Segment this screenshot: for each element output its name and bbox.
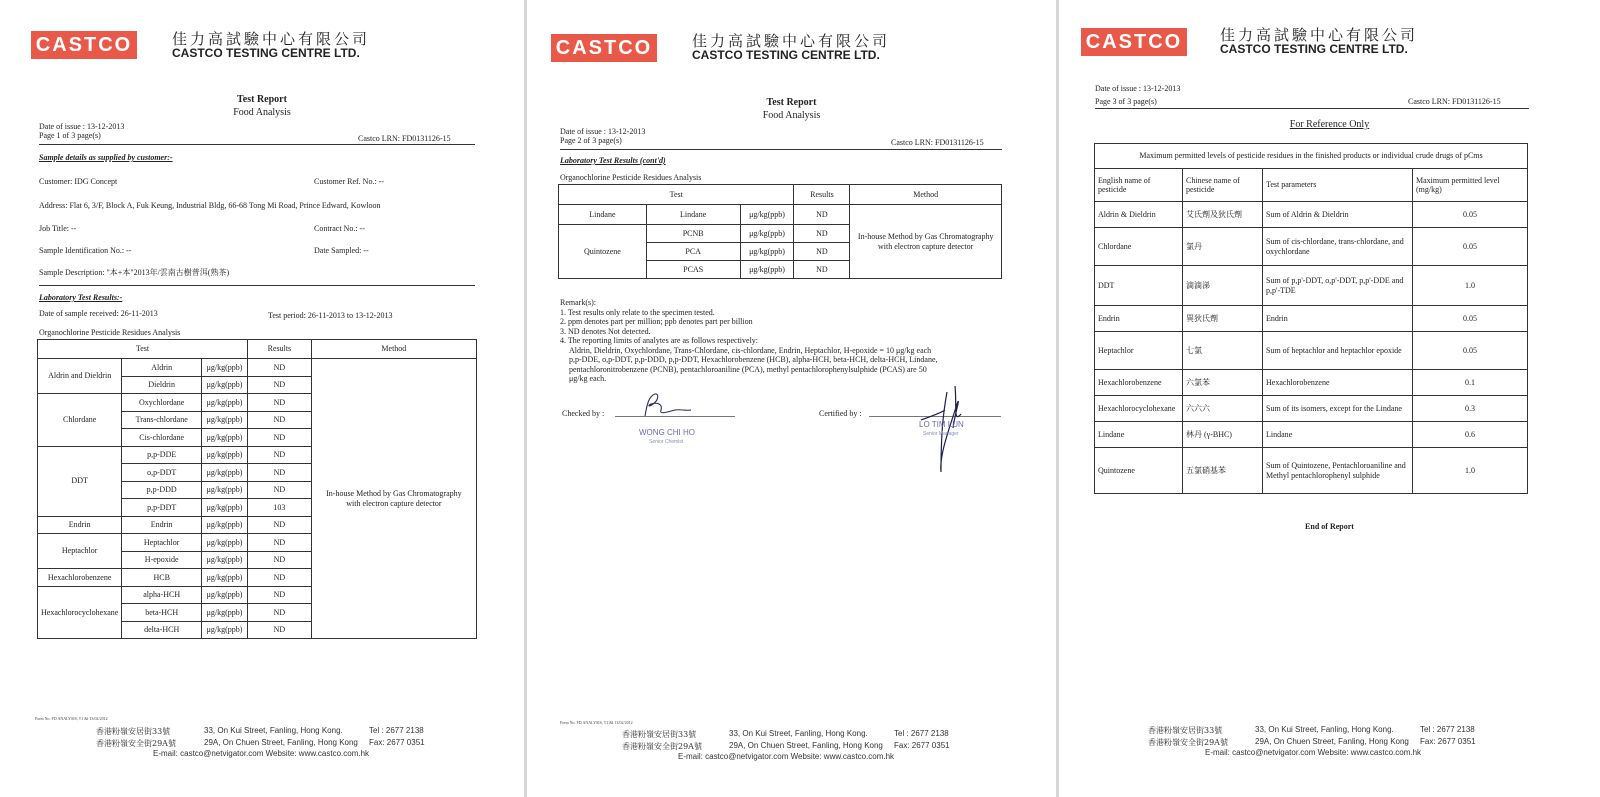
report-page-2 bbox=[527, 0, 1056, 797]
test-parameter: Sum of Aldrin & Dieldrin bbox=[1263, 202, 1413, 228]
footer-fax: Fax: 2677 0351 bbox=[1420, 737, 1476, 746]
company-name-chinese: 佳力高試驗中心有限公司 bbox=[1220, 26, 1419, 44]
result: ND bbox=[248, 621, 312, 639]
castco-lrn: Castco LRN: FD0131126-15 bbox=[358, 134, 451, 143]
header-english-name: English name of pesticide bbox=[1095, 169, 1183, 202]
page-number: Page 3 of 3 page(s) bbox=[1095, 97, 1157, 106]
footer-tel: Tel : 2677 2138 bbox=[1420, 725, 1475, 734]
method-cell: In-house Method by Gas Chromatography with electron capture detector bbox=[311, 359, 476, 639]
analyte: Heptachlor bbox=[122, 534, 202, 552]
result: ND bbox=[794, 205, 850, 225]
group-name: Endrin bbox=[38, 516, 122, 534]
header-chinese-name: Chinese name of pesticide bbox=[1183, 169, 1263, 202]
analyte: Endrin bbox=[122, 516, 202, 534]
remarks bbox=[560, 298, 1000, 384]
certifier-signature-icon bbox=[917, 384, 977, 476]
header-test: Test bbox=[38, 340, 248, 359]
castco-lrn: Castco LRN: FD0131126-15 bbox=[891, 138, 984, 147]
page-number: Page 1 of 3 page(s) bbox=[39, 131, 101, 140]
unit: μg/kg(ppb) bbox=[202, 429, 248, 447]
table-row bbox=[1095, 396, 1528, 422]
result: ND bbox=[248, 359, 312, 377]
english-name: Hexachlorobenzene bbox=[1095, 370, 1183, 396]
unit: μg/kg(ppb) bbox=[202, 359, 248, 377]
analyte: delta-HCH bbox=[122, 621, 202, 639]
form-number: Form No. FD ANALYSIS, T1 &l 13/02/2012 bbox=[560, 720, 633, 725]
result: ND bbox=[248, 586, 312, 604]
sample-identification: Sample Identification No.: -- bbox=[39, 246, 132, 255]
checker-role: Senior Chemist bbox=[649, 439, 684, 445]
remark-line: 2. ppm denotes part per million; ppb denotes part per billion bbox=[560, 317, 753, 326]
certifier-role: Senior Manager bbox=[923, 431, 959, 437]
english-name: Chlordane bbox=[1095, 228, 1183, 266]
english-name: Lindane bbox=[1095, 422, 1183, 448]
table-row bbox=[1095, 370, 1528, 396]
result: ND bbox=[248, 569, 312, 587]
castco-logo: CASTCO bbox=[31, 31, 137, 59]
footer-fax: Fax: 2677 0351 bbox=[894, 741, 950, 750]
method-cell: In-house Method by Gas Chromatography with electron capture detector bbox=[850, 205, 1002, 279]
footer-address-cn-1: 香港粉嶺安居街33號 bbox=[96, 727, 171, 736]
footer-address-en-1: 33, On Kui Street, Fanling, Hong Kong. bbox=[729, 729, 868, 738]
job-title: Job Title: -- bbox=[39, 224, 77, 233]
max-level: 0.05 bbox=[1413, 306, 1528, 332]
header-test-parameters: Test parameters bbox=[1263, 169, 1413, 202]
result: 103 bbox=[248, 499, 312, 517]
group-name: DDT bbox=[38, 446, 122, 516]
footer-tel: Tel : 2677 2138 bbox=[894, 729, 949, 738]
analyte: Aldrin bbox=[122, 359, 202, 377]
footer-fax: Fax: 2677 0351 bbox=[369, 738, 425, 747]
certified-by-label: Certified by : bbox=[819, 409, 862, 418]
group-lindane: Lindane bbox=[559, 205, 647, 225]
footer-address-en-2: 29A, On Chuen Street, Fanling, Hong Kong bbox=[729, 741, 883, 750]
test-parameter: Sum of p,p'-DDT, o,p'-DDT, p,p'-DDE and p,p'-TDE bbox=[1263, 266, 1413, 306]
contract-no: Contract No.: -- bbox=[314, 224, 365, 233]
group-name: Heptachlor bbox=[38, 534, 122, 569]
date-of-issue: Date of issue : 13-12-2013 bbox=[1095, 84, 1181, 93]
result: ND bbox=[248, 429, 312, 447]
table-row bbox=[1095, 422, 1528, 448]
test-parameter: Lindane bbox=[1263, 422, 1413, 448]
footer-tel: Tel : 2677 2138 bbox=[369, 726, 424, 735]
table-row bbox=[1095, 266, 1528, 306]
unit: μg/kg(ppb) bbox=[740, 205, 794, 225]
unit: μg/kg(ppb) bbox=[740, 243, 794, 261]
analyte: PCAS bbox=[646, 261, 740, 279]
remark-line: pentachloronitrobenzene (PCNB), pentachloroaniline (PCA), methyl pentachlorophenylsulphide (PCAS) are 50 bbox=[569, 364, 927, 374]
analyte: beta-HCH bbox=[122, 604, 202, 622]
analysis-title: Organochlorine Pesticide Residues Analysis bbox=[39, 328, 181, 337]
analyte: Lindane bbox=[646, 205, 740, 225]
analyte: Oxychlordane bbox=[122, 394, 202, 412]
date-of-issue: Date of issue : 13-12-2013 bbox=[560, 127, 646, 136]
unit: μg/kg(ppb) bbox=[202, 586, 248, 604]
result: ND bbox=[248, 376, 312, 394]
footer-address-cn-1: 香港粉嶺安居街33號 bbox=[1148, 726, 1223, 735]
analyte: p,p-DDD bbox=[122, 481, 202, 499]
test-parameter: Sum of Quintozene, Pentachloroaniline and Methyl pentachlorophenyl sulphide bbox=[1263, 448, 1413, 494]
analyte: H-epoxide bbox=[122, 551, 202, 569]
certifier-name: LO TIM LUN bbox=[919, 420, 964, 429]
report-page-3 bbox=[1059, 0, 1600, 797]
report-subtitle: Food Analysis bbox=[762, 110, 821, 121]
english-name: Aldrin & Dieldrin bbox=[1095, 202, 1183, 228]
result: ND bbox=[248, 446, 312, 464]
analyte: o,p-DDT bbox=[122, 464, 202, 482]
result: ND bbox=[248, 551, 312, 569]
result: ND bbox=[248, 604, 312, 622]
group-name: Hexachlorocyclohexane bbox=[38, 586, 122, 639]
chinese-name: 七氯 bbox=[1183, 332, 1263, 370]
footer-address-en-2: 29A, On Chuen Street, Fanling, Hong Kong bbox=[1255, 737, 1409, 746]
english-name: DDT bbox=[1095, 266, 1183, 306]
castco-lrn: Castco LRN: FD0131126-15 bbox=[1408, 97, 1501, 106]
result: ND bbox=[248, 394, 312, 412]
unit: μg/kg(ppb) bbox=[202, 516, 248, 534]
result: ND bbox=[248, 481, 312, 499]
english-name: Hexachlorocyclohexane bbox=[1095, 396, 1183, 422]
address: Address: Flat 6, 3/F, Block A, Fuk Keung, Industrial Bldg, 66-68 Tong Mi Road, Prince Edward, Kowloon bbox=[39, 201, 381, 210]
company-name-chinese: 佳力高試驗中心有限公司 bbox=[692, 32, 891, 50]
reference-title: For Reference Only bbox=[1289, 119, 1370, 130]
company-name-english: CASTCO TESTING CENTRE LTD. bbox=[692, 48, 880, 62]
max-level: 0.3 bbox=[1413, 396, 1528, 422]
lab-results-heading: Laboratory Test Results (cont'd) bbox=[560, 156, 666, 165]
remark-line: 3. ND denotes Not detected. bbox=[560, 326, 651, 336]
footer-address-cn-2: 香港粉嶺安全街29A號 bbox=[622, 742, 702, 751]
header-test: Test bbox=[559, 185, 794, 205]
footer-address-en-2: 29A, On Chuen Street, Fanling, Hong Kong bbox=[204, 738, 358, 747]
footer-address-cn-1: 香港粉嶺安居街33號 bbox=[622, 730, 697, 739]
remark-line: Aldrin, Dieldrin, Oxychlordane, Trans-Chlordane, cis-chlordane, Endrin, Heptachlor, H-epoxide = 10 μg/kg each bbox=[569, 345, 932, 355]
chinese-name: 林丹 (γ-BHC) bbox=[1183, 422, 1263, 448]
max-level: 1.0 bbox=[1413, 266, 1528, 306]
table-row bbox=[1095, 228, 1528, 266]
english-name: Quintozene bbox=[1095, 448, 1183, 494]
company-name-english: CASTCO TESTING CENTRE LTD. bbox=[1220, 42, 1408, 56]
test-parameter: Endrin bbox=[1263, 306, 1413, 332]
page-number: Page 2 of 3 page(s) bbox=[560, 136, 622, 145]
test-parameter: Sum of heptachlor and heptachlor epoxide bbox=[1263, 332, 1413, 370]
header-rule bbox=[39, 144, 475, 145]
max-level: 0.6 bbox=[1413, 422, 1528, 448]
result: ND bbox=[794, 261, 850, 279]
unit: μg/kg(ppb) bbox=[202, 446, 248, 464]
analyte: Trans-chlordane bbox=[122, 411, 202, 429]
test-parameter: Hexachlorobenzene bbox=[1263, 370, 1413, 396]
result: ND bbox=[794, 243, 850, 261]
reference-limits-table bbox=[1094, 143, 1528, 494]
footer-address-cn-2: 香港粉嶺安全街29A號 bbox=[1148, 738, 1228, 747]
castco-logo: CASTCO bbox=[551, 34, 657, 62]
group-quintozene: Quintozene bbox=[559, 225, 647, 279]
chinese-name: 異狄氏劑 bbox=[1183, 306, 1263, 332]
customer-ref: Customer Ref. No.: -- bbox=[314, 177, 384, 186]
group-name: Aldrin and Dieldrin bbox=[38, 359, 122, 394]
unit: μg/kg(ppb) bbox=[740, 225, 794, 243]
unit: μg/kg(ppb) bbox=[202, 394, 248, 412]
test-parameter: Sum of its isomers, except for the Lindane bbox=[1263, 396, 1413, 422]
max-level: 0.1 bbox=[1413, 370, 1528, 396]
pesticide-results-table bbox=[37, 339, 477, 639]
table-caption: Maximum permitted levels of pesticide residues in the finished products or individual crude drugs of pCms bbox=[1095, 144, 1528, 169]
header-results: Results bbox=[248, 340, 312, 359]
sample-details-heading: Sample details as supplied by customer:- bbox=[39, 153, 173, 162]
english-name: Endrin bbox=[1095, 306, 1183, 332]
analyte: HCB bbox=[122, 569, 202, 587]
analyte: PCA bbox=[646, 243, 740, 261]
remark-line: 4. The reporting limits of analytes are as follows respectively: bbox=[560, 336, 759, 345]
unit: μg/kg(ppb) bbox=[740, 261, 794, 279]
remark-line: μg/kg each. bbox=[569, 374, 607, 383]
chinese-name: 五氯硝基苯 bbox=[1183, 448, 1263, 494]
unit: μg/kg(ppb) bbox=[202, 534, 248, 552]
lab-results-heading: Laboratory Test Results:- bbox=[39, 293, 123, 302]
remark-line: p,p-DDE, o,p-DDT, p,p-DDD, p,p-DDT, Hexachlorobenzene (HCB), alpha-HCH, beta-HCH, delta-HCH, Lindane, bbox=[569, 355, 938, 364]
report-subtitle: Food Analysis bbox=[233, 107, 291, 118]
remarks-title: Remark(s): bbox=[560, 298, 596, 307]
max-level: 0.05 bbox=[1413, 202, 1528, 228]
footer-contact: E-mail: castco@netvigator.com Website: www.castco.com.hk bbox=[153, 749, 370, 758]
chinese-name: 六氯苯 bbox=[1183, 370, 1263, 396]
test-parameter: Sum of cis-chlordane, trans-chlordane, and oxychlordane bbox=[1263, 228, 1413, 266]
date-sampled: Date Sampled: -- bbox=[314, 246, 369, 255]
table-row bbox=[1095, 332, 1528, 370]
unit: μg/kg(ppb) bbox=[202, 376, 248, 394]
report-title: Test Report bbox=[237, 94, 287, 105]
analyte: PCNB bbox=[646, 225, 740, 243]
analyte: p,p-DDT bbox=[122, 499, 202, 517]
checker-signature-icon bbox=[637, 390, 697, 420]
header-method: Method bbox=[850, 185, 1002, 205]
checked-by-label: Checked by : bbox=[562, 409, 605, 418]
header-method: Method bbox=[311, 340, 476, 359]
result: ND bbox=[248, 516, 312, 534]
header-max-level: Maximum permitted level (mg/kg) bbox=[1413, 169, 1528, 202]
footer-contact: E-mail: castco@netvigator.com Website: www.castco.com.hk bbox=[1205, 748, 1422, 757]
unit: μg/kg(ppb) bbox=[202, 481, 248, 499]
analyte: Dieldrin bbox=[122, 376, 202, 394]
remark-line: 1. Test results only relate to the specimen tested. bbox=[560, 307, 715, 317]
unit: μg/kg(ppb) bbox=[202, 621, 248, 639]
result: ND bbox=[248, 411, 312, 429]
unit: μg/kg(ppb) bbox=[202, 411, 248, 429]
unit: μg/kg(ppb) bbox=[202, 464, 248, 482]
header-rule bbox=[1095, 108, 1529, 109]
form-number: Form No. FD ANALYSIS, T1 &l 13/02/2012 bbox=[35, 716, 108, 721]
max-level: 0.05 bbox=[1413, 228, 1528, 266]
analyte: p,p-DDE bbox=[122, 446, 202, 464]
customer: Customer: IDG Concept bbox=[39, 177, 118, 186]
test-period: Test period: 26-11-2013 to 13-12-2013 bbox=[268, 311, 393, 320]
result: ND bbox=[248, 534, 312, 552]
end-of-report: End of Report bbox=[1305, 522, 1354, 531]
header-rule bbox=[560, 149, 1002, 150]
chinese-name: 氯丹 bbox=[1183, 228, 1263, 266]
unit: μg/kg(ppb) bbox=[202, 499, 248, 517]
max-level: 1.0 bbox=[1413, 448, 1528, 494]
table-row bbox=[1095, 306, 1528, 332]
header-results: Results bbox=[794, 185, 850, 205]
section-rule bbox=[39, 285, 475, 286]
report-page-1 bbox=[0, 0, 524, 797]
chinese-name: 六六六 bbox=[1183, 396, 1263, 422]
date-of-issue: Date of issue : 13-12-2013 bbox=[39, 122, 125, 131]
chinese-name: 艾氏劑及狄氏劑 bbox=[1183, 202, 1263, 228]
english-name: Heptachlor bbox=[1095, 332, 1183, 370]
company-name-english: CASTCO TESTING CENTRE LTD. bbox=[172, 46, 360, 60]
castco-logo: CASTCO bbox=[1081, 28, 1187, 56]
chinese-name: 滴滴涕 bbox=[1183, 266, 1263, 306]
table-row bbox=[38, 359, 477, 377]
footer-address-en-1: 33, On Kui Street, Fanling, Hong Kong. bbox=[1255, 725, 1394, 734]
footer-contact: E-mail: castco@netvigator.com Website: www.castco.com.hk bbox=[678, 752, 895, 761]
unit: μg/kg(ppb) bbox=[202, 604, 248, 622]
company-name-chinese: 佳力高試驗中心有限公司 bbox=[172, 30, 371, 48]
footer-address-cn-2: 香港粉嶺安全街29A號 bbox=[96, 739, 176, 748]
group-name: Hexachlorobenzene bbox=[38, 569, 122, 587]
unit: μg/kg(ppb) bbox=[202, 551, 248, 569]
report-title: Test Report bbox=[766, 97, 817, 108]
sample-description: Sample Description: "本+本"2013年/雲南古樹普洱(熟茶) bbox=[39, 268, 230, 277]
pesticide-results-table-cont bbox=[558, 184, 1002, 279]
checker-name: WONG CHI HO bbox=[639, 428, 695, 437]
result: ND bbox=[248, 464, 312, 482]
table-row bbox=[1095, 202, 1528, 228]
unit: μg/kg(ppb) bbox=[202, 569, 248, 587]
table-row bbox=[1095, 448, 1528, 494]
footer-address-en-1: 33, On Kui Street, Fanling, Hong Kong. bbox=[204, 726, 343, 735]
analysis-title: Organochlorine Pesticide Residues Analysis bbox=[560, 173, 702, 182]
group-name: Chlordane bbox=[38, 394, 122, 447]
analyte: Cis-chlordane bbox=[122, 429, 202, 447]
analyte: alpha-HCH bbox=[122, 586, 202, 604]
max-level: 0.05 bbox=[1413, 332, 1528, 370]
result: ND bbox=[794, 225, 850, 243]
date-received: Date of sample received: 26-11-2013 bbox=[39, 309, 158, 318]
